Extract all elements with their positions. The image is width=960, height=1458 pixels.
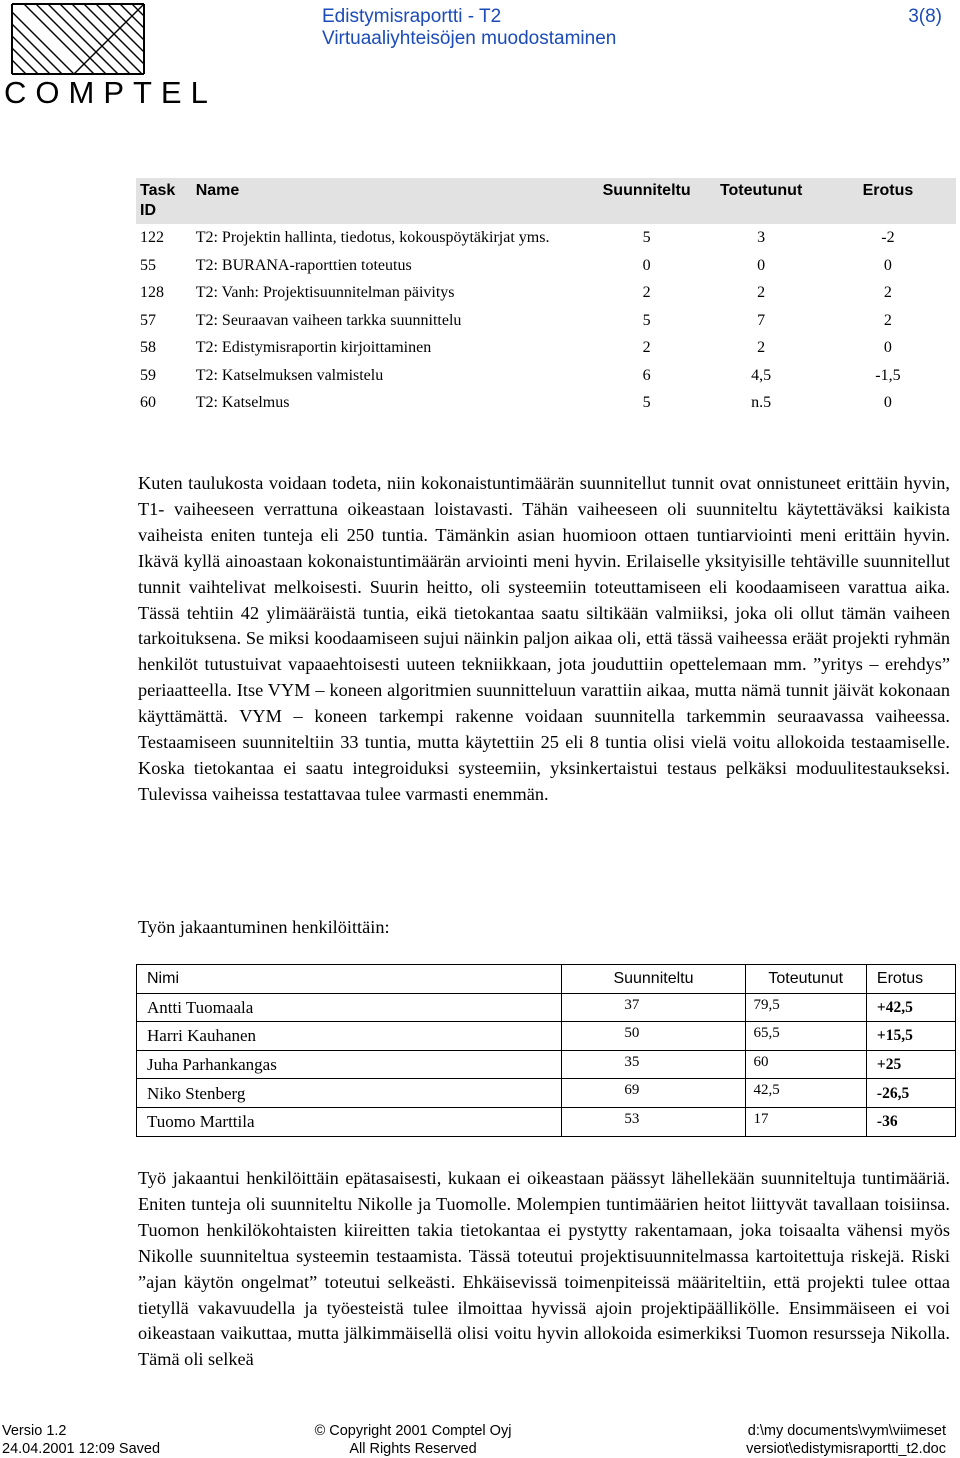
task-planned: 5 (642, 229, 651, 247)
col-person-diff: Erotus (866, 965, 955, 994)
document-title: Edistymisraportti - T2 (322, 6, 502, 27)
task-name: T2: Katselmuksen valmistelu (195, 366, 384, 384)
person-name: Juha Parhankangas (137, 1050, 562, 1079)
person-diff: -26,5 (866, 1079, 955, 1108)
table-row (136, 362, 956, 390)
footer-path-block (746, 1422, 946, 1458)
person-actual: 79,5 (745, 993, 866, 1022)
task-table-header (136, 178, 956, 224)
footer-saved: 24.04.2001 12:09 Saved (2, 1441, 161, 1457)
task-id: 58 (140, 339, 156, 357)
table-row (137, 1022, 956, 1051)
task-id: 59 (140, 366, 156, 384)
col-actual: Toteutunut (702, 178, 819, 224)
task-actual: 2 (757, 284, 766, 302)
task-diff: 2 (883, 284, 892, 302)
table-row (137, 1050, 956, 1079)
person-name: Harri Kauhanen (137, 1022, 562, 1051)
comptel-logo-mark-icon (10, 2, 146, 76)
task-actual: 0 (757, 256, 766, 274)
person-actual: 17 (745, 1107, 866, 1136)
person-name: Antti Tuomaala (137, 993, 562, 1022)
person-name: Tuomo Marttila (137, 1107, 562, 1136)
task-actual: 3 (757, 229, 766, 247)
task-actual: 2 (757, 339, 766, 357)
task-id: 128 (140, 284, 164, 302)
col-person-planned: Suunniteltu (562, 965, 745, 994)
table-row (137, 1107, 956, 1136)
comptel-logo (4, 0, 217, 110)
table-row (136, 307, 956, 335)
table-row (136, 252, 956, 280)
person-diff: +42,5 (866, 993, 955, 1022)
section-title: Työn jakaantuminen henkilöittäin: (138, 917, 390, 937)
task-name: T2: BURANA-raporttien toteutus (195, 256, 412, 274)
table-row (136, 389, 956, 417)
task-table (136, 178, 956, 417)
workload-paragraph: Työ jakaantui henkilöittäin epätasaisesti, kukaan ei oikeastaan päässyt lähellekään suunniteltuja tuntimääriä. Eniten tunteja oli suunniteltu Nikolle ja Tuomolle. Molempien tuntimäärien heitot liittyvät tavallaan toisiinsa. Tuomon henkilökohtaisten kiireitten takia tietokantaa ei pystytty rakentamaan, joka toisaalta vähensi myös Nikolle suunniteltua systeemin testaamista. Tässä toteutui projektisuunnitelmassa kartoitettuja riskejä. Riski ”ajan käytön ongelmat” toteutui selkeästi. Ehkäisevissä toimenpiteissä määriteltiin, että projekti tulee ottaa tietyllä vakavuudella ja työesteistä tulee ilmoittaa hyvissä ajoin projektipäällikölle. Ensimmäiseen ei voi oikeastaan vaikuttaa, mutta jälkimmäisellä olisi voitu hyvin allokoida esimerkiksi Tuomon resursseja Nikolla. Tämä oli selkeä (138, 1168, 950, 1370)
task-diff: -1,5 (875, 366, 901, 384)
person-table (136, 964, 956, 1137)
person-diff: +15,5 (866, 1022, 955, 1051)
task-actual: 7 (757, 311, 766, 329)
task-diff: 0 (883, 394, 892, 412)
task-id: 57 (140, 311, 156, 329)
task-planned: 5 (642, 394, 651, 412)
task-name: T2: Katselmus (195, 394, 290, 412)
col-planned: Suunniteltu (591, 178, 703, 224)
col-person-actual: Toteutunut (745, 965, 866, 994)
task-name: T2: Vanh: Projektisuunnitelman päivitys (195, 284, 455, 302)
task-planned: 5 (642, 311, 651, 329)
page-footer (0, 1414, 960, 1458)
table-row (136, 279, 956, 307)
table-row (136, 334, 956, 362)
page-number: 3(8) (908, 6, 942, 27)
person-actual: 65,5 (745, 1022, 866, 1051)
task-name: T2: Seuraavan vaiheen tarkka suunnittelu (195, 311, 462, 329)
table-row (136, 224, 956, 252)
task-planned: 0 (642, 256, 651, 274)
task-name: T2: Projektin hallinta, tiedotus, kokouspöytäkirjat yms. (195, 229, 550, 247)
person-table-header (137, 965, 956, 994)
task-planned: 2 (642, 284, 651, 302)
footer-path-line2: versiot\edistymisraportti_t2.doc (746, 1441, 946, 1457)
task-diff: 0 (883, 256, 892, 274)
task-id: 60 (140, 394, 156, 412)
footer-version-block (2, 1422, 160, 1458)
person-actual: 42,5 (745, 1079, 866, 1108)
task-actual: n.5 (751, 394, 772, 412)
footer-version: Versio 1.2 (2, 1423, 67, 1439)
analysis-paragraph: Kuten taulukosta voidaan todeta, niin kokonaistuntimäärän suunnitellut tunnit ovat onnistuneet erittäin hyvin, T1- vaiheeseen verrattuna oikeastaan loistavasti. Tähän vaiheeseen oli suunniteltu käytettäväksi kaikista vaiheista eniten tunteja eli 250 tuntia. Tämänkin asian huomioon ottaen tuntiarviointi meni erittäin hyvin. Ikävä kyllä ainoastaan kokonaistuntimäärän arviointi meni hyvin. Erilaiselle yksityisille tehtäville suunnitellut tunnit vaihtelivat melkoisesti. Suurin heitto, oli systeemiin toteuttamiseen eli koodaamiseen varattua aika. Tässä tehtiin 42 ylimääräistä tuntia, eikä tietokantaa saatu siltikään valmiiksi, joka oli ollut tämän vaiheen tarkoituksena. Se miksi koodaamiseen sujui näinkin paljon aikaa oli, että tässä vaiheessa eräät projekti ryhmän henkilöt tutustuivat vapaaehtoisesti uuteen tekniikkaan, jota jouduttiin opettelemaan mm. ”yritys – erehdys” periaatteella. Itse VYM – koneen algoritmien suunnitteluun varattiin aikaa, mutta nämä tunnit jäivät kokonaan käyttämättä. VYM – koneen tarkempi rakenne voidaan suunnitella tarkemmin seuraavassa vaiheessa. Testaamiseen suunniteltiin 33 tuntia, mutta käytettiin 25 eli 8 tuntia olisi vielä voitu allokoida testaamiselle. Koska tietokantaa ei saatu integroiduksi systeemiin, yksinkertaistui testaus pelkäksi moduulitestaukseksi. Tulevissa vaiheissa testattavaa tulee varmasti enemmän. (138, 473, 950, 804)
task-diff: -2 (881, 229, 895, 247)
table-row (137, 1079, 956, 1108)
person-planned: 50 (562, 1022, 745, 1051)
footer-copyright-block (268, 1422, 558, 1458)
task-name: T2: Edistymisraportin kirjoittaminen (195, 339, 432, 357)
person-planned: 35 (562, 1050, 745, 1079)
person-planned: 37 (562, 993, 745, 1022)
document-subtitle: Virtuaaliyhteisöjen muodostaminen (322, 28, 617, 49)
footer-copyright: © Copyright 2001 Comptel Oyj (314, 1423, 512, 1439)
task-id: 122 (140, 229, 164, 247)
task-diff: 2 (883, 311, 892, 329)
footer-path-line1: d:\my documents\vym\viimeset (747, 1423, 946, 1439)
table-row (137, 993, 956, 1022)
person-name: Niko Stenberg (137, 1079, 562, 1108)
footer-rights: All Rights Reserved (349, 1441, 477, 1457)
person-actual: 60 (745, 1050, 866, 1079)
col-diff: Erotus (820, 178, 956, 224)
col-task-id: Task ID (136, 178, 192, 224)
person-diff: +25 (866, 1050, 955, 1079)
person-planned: 53 (562, 1107, 745, 1136)
task-planned: 2 (642, 339, 651, 357)
person-planned: 69 (562, 1079, 745, 1108)
task-planned: 6 (642, 366, 651, 384)
person-diff: -36 (866, 1107, 955, 1136)
task-actual: 4,5 (751, 366, 772, 384)
logo-text: COMPTEL (4, 75, 217, 110)
col-name: Name (192, 178, 591, 224)
col-person-name: Nimi (137, 965, 562, 994)
task-diff: 0 (883, 339, 892, 357)
task-id: 55 (140, 256, 156, 274)
